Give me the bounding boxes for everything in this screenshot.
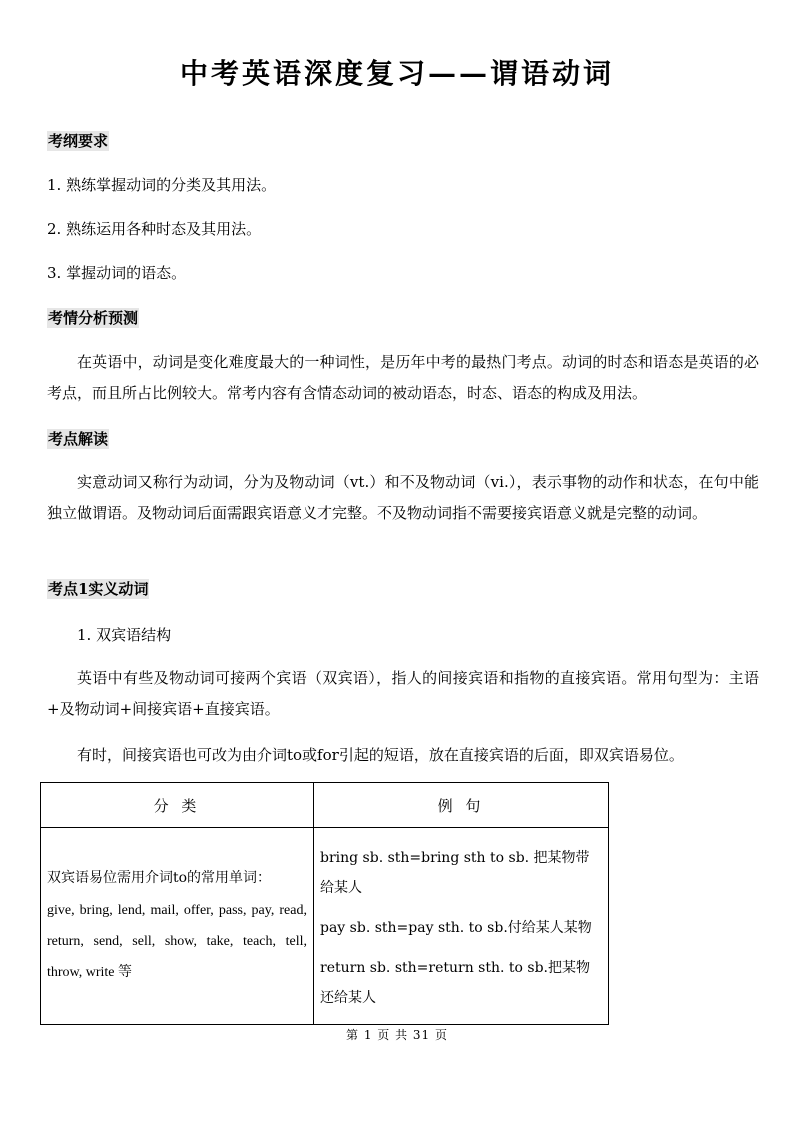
example-bring: bring sb. sth=bring sth to sb. 把某物带给某人 <box>320 850 590 896</box>
subheading-double-object: 1. 双宾语结构 <box>77 626 172 644</box>
section-heading-exam-requirements: 考纲要求 <box>48 132 109 150</box>
page-title: 中考英语深度复习——谓语动词 <box>179 57 614 90</box>
table-header-example: 例 句 <box>314 783 609 828</box>
analysis-paragraph: 在英语中，动词是变化难度最大的一种词性，是历年中考的最热门考点。动词的时态和语态是英语的必考点，而且所占比例较大。常考内容有含情态动词的被动语态，时态、语态的构成及用法。 <box>47 353 759 402</box>
requirement-item-3: 3. 掌握动词的语态。 <box>47 264 187 282</box>
requirement-item-1: 1. 熟练掌握动词的分类及其用法。 <box>47 176 277 194</box>
section-heading-analysis: 考情分析预测 <box>48 309 139 327</box>
example-pay: pay sb. sth=pay sth. to sb.付给某人某物 <box>320 920 592 936</box>
section-heading-point-1: 考点1实义动词 <box>48 580 149 598</box>
table-cell-examples <box>314 828 609 1025</box>
table-row <box>41 828 609 1025</box>
section-heading-interpretation: 考点解读 <box>48 430 109 448</box>
category-word-list: give, bring, lend, mail, offer, pass, pay, read, return, send, sell, show, take, teach, tell, throw, write 等 <box>47 902 307 980</box>
table-header-row <box>41 783 609 828</box>
table-cell-category <box>41 828 314 1025</box>
page-footer: 第 1 页 共 31 页 <box>346 1028 448 1042</box>
example-return: return sb. sth=return sth. to sb.把某物还给某人 <box>320 960 590 1006</box>
interpretation-paragraph: 实意动词又称行为动词，分为及物动词（vt.）和不及物动词（vi.），表示事物的动作和状态，在句中能独立做谓语。及物动词后面需跟宾语意义才完整。不及物动词指不需要接宾语意义就是完整的动词。 <box>47 473 759 522</box>
object-swap-paragraph: 有时，间接宾语也可改为由介词to或for引起的短语，放在直接宾语的后面，即双宾语易位。 <box>77 746 684 764</box>
verb-table <box>40 782 609 1025</box>
table-header-category: 分 类 <box>41 783 314 828</box>
category-lead: 双宾语易位需用介词to的常用单词： <box>47 869 272 886</box>
requirement-item-2: 2. 熟练运用各种时态及其用法。 <box>47 220 262 238</box>
double-object-paragraph: 英语中有些及物动词可接两个宾语（双宾语），指人的间接宾语和指物的直接宾语。常用句型为：主语+及物动词+间接宾语+直接宾语。 <box>47 669 759 718</box>
